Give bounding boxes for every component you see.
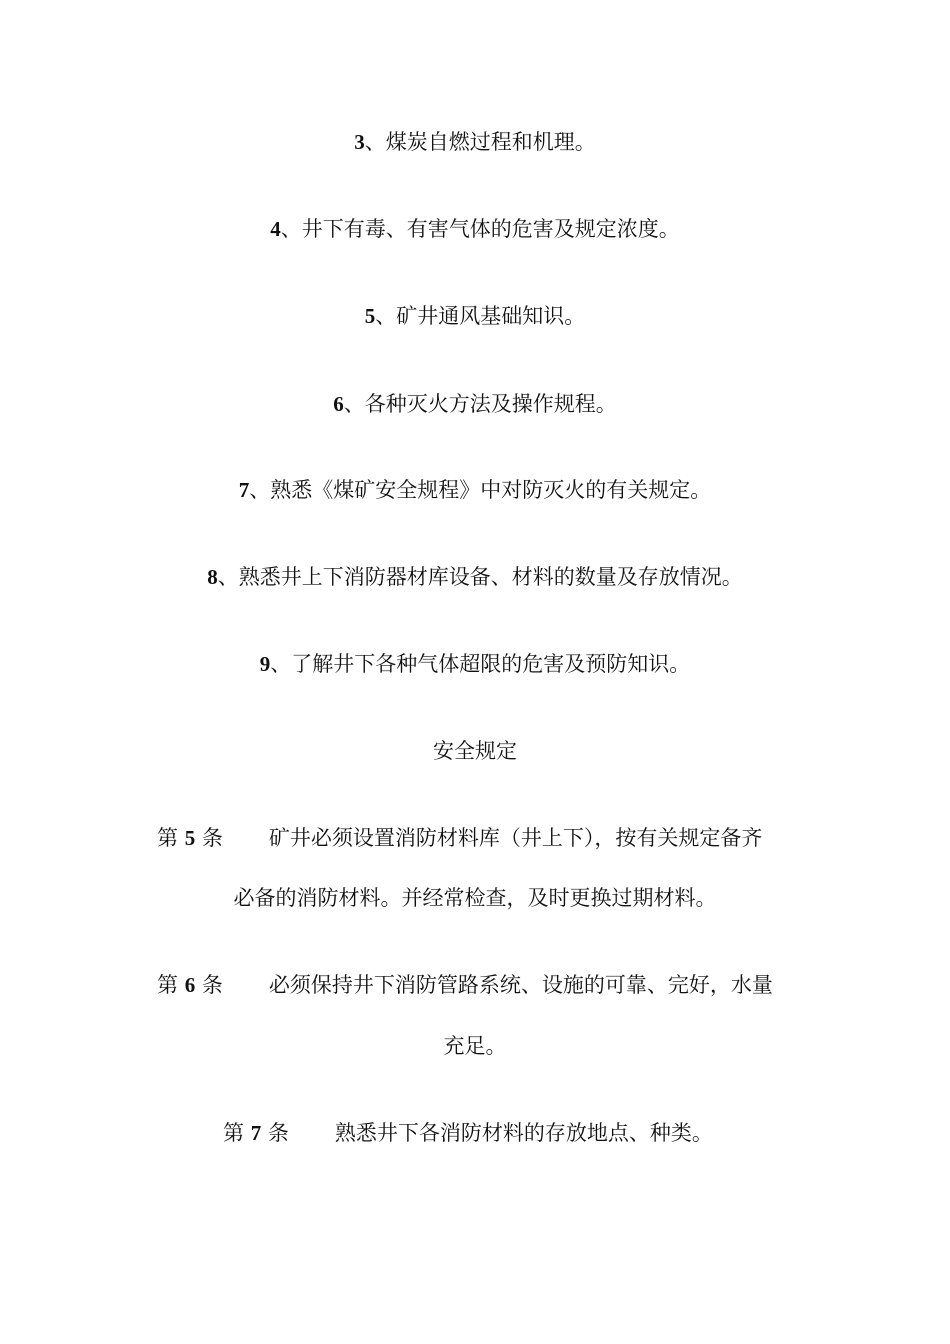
list-item [0,563,950,591]
list-item-number: 8 [207,565,218,589]
article-prefix: 第 [223,1121,244,1145]
article-number: 5 [184,826,196,850]
article-number: 6 [184,973,196,997]
list-item-text: 、各种灭火方法及操作规程。 [343,392,617,416]
list-item [0,128,950,156]
article-text-line1: 矿井必须设置消防材料库（井上下），按有关规定备齐 [268,826,763,850]
article-suffix: 条 [267,1121,289,1145]
list-item-number: 9 [259,652,271,676]
list-item-number: 4 [270,217,281,241]
article-text-line1: 熟悉井下各消防材料的存放地点、种类。 [334,1121,713,1145]
list-item-text: 、煤炭自燃过程和机理。 [364,130,596,154]
article-heading [223,1119,289,1147]
article-6-continuation: 充足。 [443,1034,507,1058]
article-suffix: 条 [201,973,223,997]
article-number: 7 [250,1121,262,1145]
article-text-line1: 必须保持井下消防管路系统、设施的可靠、完好，水量 [268,973,773,997]
list-item [0,302,950,330]
article-heading [157,971,223,999]
list-item [0,476,950,504]
article-5-continuation: 必备的消防材料。并经常检查，及时更换过期材料。 [233,886,717,910]
list-item [0,390,950,418]
article-suffix: 条 [201,826,223,850]
list-item-number: 3 [354,130,365,154]
section-title: 安全规定 [433,739,517,763]
list-item-text: 、井下有毒、有害气体的危害及规定浓度。 [280,217,680,241]
article-prefix: 第 [157,826,178,850]
article-prefix: 第 [157,973,178,997]
article-5 [157,824,762,852]
list-item-text: 、矿井通风基础知识。 [375,304,586,328]
list-item-text: 、熟悉《煤矿安全规程》中对防灭火的有关规定。 [249,478,712,502]
article-7 [223,1119,713,1147]
article-6 [157,971,773,999]
list-item-number: 7 [238,478,250,502]
list-item-number: 5 [364,304,376,328]
list-item-number: 6 [333,392,344,416]
list-item-text: 、了解井下各种气体超限的危害及预防知识。 [270,652,691,676]
article-heading [157,824,223,852]
list-item [0,650,950,678]
list-item [0,215,950,243]
list-item-text: 、熟悉井上下消防器材库设备、材料的数量及存放情况。 [217,565,743,589]
